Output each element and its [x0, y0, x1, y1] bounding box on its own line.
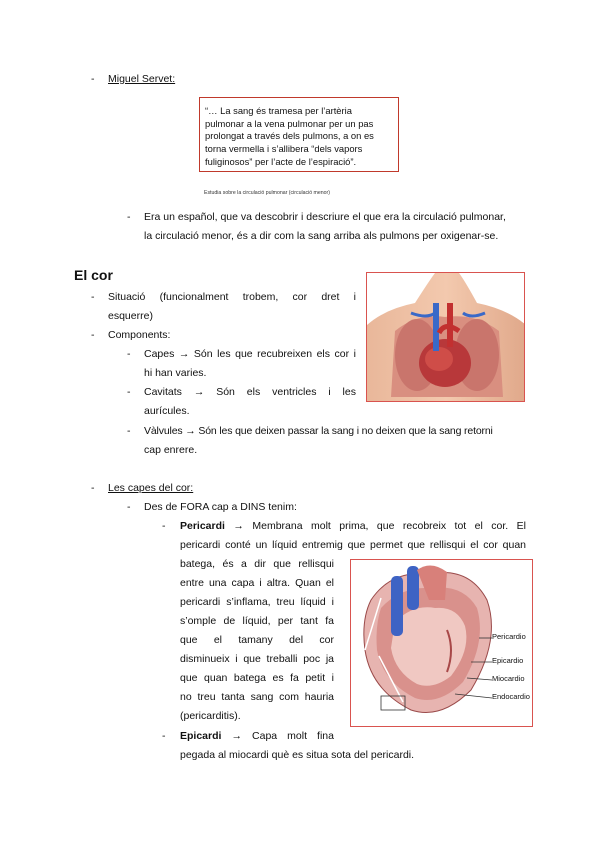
bullet-dash: - — [91, 482, 95, 494]
quote-line: prolongat a través dels pulmons, a on es — [205, 130, 374, 142]
quote-box — [199, 97, 399, 172]
capes-intro: Des de FORA cap a DINS tenim: — [144, 501, 297, 513]
bullet-dash: - — [162, 520, 166, 532]
servet-desc-line: la circulació menor, és a dir com la sang arriba als pulmons per oxigenar-se. — [144, 230, 499, 242]
bullet-dash: - — [127, 425, 131, 437]
quote-line: fuliginosos” per l’acte de l’espiració”. — [205, 155, 357, 167]
pericardi-line: pericardi s’inflama, treu líquid i — [180, 596, 334, 608]
bullet-dash: - — [91, 291, 95, 303]
cavitats-line: aurícules. — [144, 405, 190, 417]
quote-line: pulmonar a la vena pulmonar per un pas — [205, 117, 374, 129]
bullet-dash: - — [127, 386, 131, 398]
valvules-line: Vàlvules → Són les que deixen passar la sang i no deixen que la sang retorni — [144, 425, 493, 437]
servet-desc-line: Era un español, que va descobrir i descriure el que era la circulació pulmonar, — [144, 211, 506, 223]
torso-heart-figure — [366, 272, 525, 402]
bullet-dash: - — [127, 501, 131, 513]
situacio-line: Situació (funcionalment trobem, cor dret i — [108, 291, 356, 303]
bullet-dash: - — [127, 211, 131, 223]
pericardi-line: entre una capa i altra. Quan el — [180, 577, 334, 589]
pericardi-term: Pericardi — [180, 520, 225, 532]
quote-caption: Estudia sobre la circulació pulmonar (circulació menor) — [204, 190, 330, 196]
section-heading-cor: El cor — [74, 267, 113, 283]
heart-layers-figure — [350, 559, 533, 727]
quote-line: torna vermella i s’allibera “dels vapors — [205, 143, 363, 155]
cavitats-line: Cavitats → Són els ventricles i les — [144, 386, 356, 398]
diagram-label-pericardio: Pericardio — [492, 632, 526, 641]
epicardi-line — [180, 727, 334, 746]
pericardi-text: → Membrana molt prima, que recobreix tot el cor. El — [224, 520, 526, 532]
pericardi-line: no treu tanta sang com hauria — [180, 691, 334, 703]
pericardi-line — [180, 517, 526, 536]
torso-heart-illustration — [367, 273, 525, 402]
diagram-label-miocardio: Miocardio — [492, 674, 525, 683]
valvules-line: cap enrere. — [144, 444, 198, 456]
capes-heading: Les capes del cor: — [108, 482, 194, 494]
bullet-dash: - — [127, 348, 131, 360]
pericardi-line: que quan batega es fa petit i — [180, 672, 334, 684]
components-label: Components: — [108, 329, 171, 341]
heart-layers-illustration — [351, 560, 533, 727]
diagram-label-epicardio: Epicardio — [492, 656, 524, 665]
pericardi-line: s’omple de líquid, per tant fa — [180, 615, 334, 627]
epicardi-line: pegada al miocardi què es situa sota del pericardi. — [180, 749, 415, 761]
quote-line: “… La sang és tramesa per l’artèria — [205, 105, 352, 116]
capes-line: Capes → Són les que recubreixen els cor i — [144, 348, 356, 360]
pericardi-line: que el tamany del cor — [180, 634, 334, 646]
bullet-dash: - — [91, 329, 95, 341]
pericardi-line: pericardi conté un líquid entremig que permet que rellisqui el cor quan — [180, 539, 526, 551]
pericardi-line: batega, és a dir que rellisqui — [180, 558, 334, 570]
pericardi-line: disminueix i que treballi poc ja — [180, 653, 334, 665]
diagram-label-endocardio: Endocardio — [492, 692, 530, 701]
bullet-dash: - — [91, 73, 95, 85]
servet-heading: Miguel Servet: — [108, 73, 176, 85]
capes-line: hi han varies. — [144, 367, 207, 379]
situacio-line: esquerre) — [108, 310, 153, 322]
bullet-dash: - — [162, 730, 166, 742]
pericardi-line: (pericarditis). — [180, 710, 241, 722]
epicardi-text: → Capa molt fina — [221, 730, 334, 742]
epicardi-term: Epicardi — [180, 730, 222, 742]
